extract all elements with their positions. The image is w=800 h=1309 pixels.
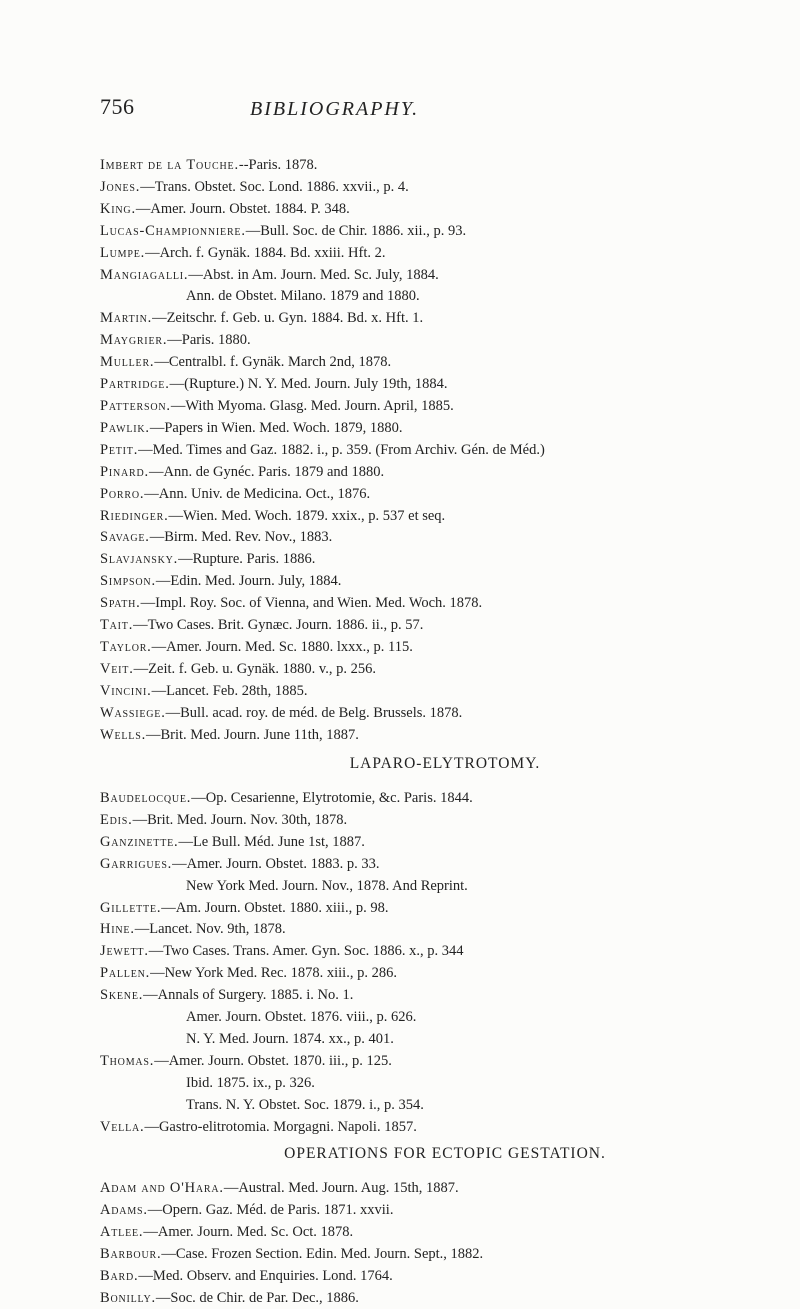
author-name: Mangiagalli. <box>100 266 189 283</box>
author-name: Adams. <box>100 1201 148 1218</box>
bibliography-entry <box>100 155 545 177</box>
citation-text: Opern. Gaz. Méd. de Paris. 1871. xxvii. <box>162 1201 394 1218</box>
separator: — <box>149 419 165 436</box>
author-name: Gillette. <box>100 899 162 916</box>
bibliography-entry <box>100 1288 483 1309</box>
separator: — <box>172 855 187 872</box>
author-name: Wassiege. <box>100 704 166 721</box>
bibliography-entry <box>100 725 545 747</box>
separator: — <box>144 485 159 502</box>
citation-text: Impl. Roy. Soc. of Vienna, and Wien. Med. Woch. 1878. <box>155 595 483 612</box>
citation-text: Le Bull. Méd. June 1st, 1887. <box>192 833 365 850</box>
bibliography-entry <box>100 1117 473 1139</box>
author-name: Partridge. <box>100 376 170 393</box>
bibliography-entry-continuation <box>100 1095 473 1117</box>
separator: — <box>145 244 160 261</box>
page-header <box>100 94 720 130</box>
bibliography-entry <box>100 1051 473 1073</box>
citation-text: Wien. Med. Woch. 1879. xxix., p. 537 et seq. <box>183 507 446 524</box>
author-name: Porro. <box>100 485 145 502</box>
bibliography-entry <box>100 506 545 528</box>
citation-text: Op. Cesarienne, Elytrotomie, &c. Paris. 1844. <box>205 790 473 806</box>
bibliography-entry <box>100 352 545 374</box>
author-name: Pinard. <box>100 463 149 480</box>
citation-text: Lancet. Feb. 28th, 1885. <box>166 682 308 699</box>
author-name: Jewett. <box>100 943 149 960</box>
citation-text: Amer. Journ. Med. Sc. 1880. lxxx., p. 115. <box>166 638 413 655</box>
citation-text: Austral. Med. Journ. Aug. 15th, 1887. <box>238 1180 459 1196</box>
author-name: Pallen. <box>100 965 151 982</box>
citation-text: Case. Frozen Section. Edin. Med. Journ. Sept., 1882. <box>175 1245 484 1262</box>
bibliography-entry <box>100 963 473 985</box>
bibliography-entry <box>100 549 545 571</box>
entry-list <box>100 1178 483 1309</box>
author-name: Vincini. <box>100 682 152 699</box>
separator: — <box>143 987 158 1004</box>
citation-text: Zeitschr. f. Geb. u. Gyn. 1884. Bd. x. Hft. 1. <box>166 310 424 327</box>
author-name: Baudelocque. <box>100 790 192 806</box>
citation-text: Soc. de Chir. de Par. Dec., 1886. <box>170 1289 359 1306</box>
citation-text: Am. Journ. Obstet. 1880. xiii., p. 98. <box>175 899 389 916</box>
author-name: Atlee. <box>100 1223 144 1240</box>
separator: — <box>150 965 165 982</box>
separator: — <box>148 943 164 960</box>
citation-text: Ann. de Gynéc. Paris. 1879 and 1880. <box>163 463 385 480</box>
author-name: Patterson. <box>100 397 171 414</box>
citation-text: Brit. Med. Journ. Nov. 30th, 1878. <box>147 811 348 828</box>
bibliography-entry <box>100 1178 483 1200</box>
separator: — <box>178 833 193 850</box>
bibliography-entry <box>100 941 473 963</box>
bibliography-entry <box>100 854 473 876</box>
bibliography-entry <box>100 396 545 418</box>
separator: — <box>148 463 164 480</box>
author-name: Skene. <box>100 987 144 1004</box>
separator: — <box>151 638 167 655</box>
author-name: Imbert de la Touche. <box>100 157 239 173</box>
citation-text: New York Med. Rec. 1878. xiii., p. 286. <box>164 965 397 982</box>
bibliography-entry <box>100 1222 483 1244</box>
author-name: Riedinger. <box>100 507 169 524</box>
separator: — <box>144 1118 159 1135</box>
bibliography-entry <box>100 199 545 221</box>
citation-text: Med. Times and Gaz. 1882. i., p. 359. (From Archiv. Gén. de Méd.) <box>152 441 545 458</box>
author-name: Muller. <box>100 354 155 371</box>
citation-text: Brit. Med. Journ. June 11th, 1887. <box>160 726 359 743</box>
bibliography-entry <box>100 418 545 440</box>
page-number: 756 <box>100 94 135 119</box>
citation-text: Rupture. Paris. 1886. <box>192 551 316 568</box>
citation-text: Ibid. 1875. ix., p. 326. <box>186 1074 315 1091</box>
bibliography-entry <box>100 374 545 396</box>
separator: — <box>170 397 186 414</box>
bibliography-entry <box>100 810 473 832</box>
bibliography-entry-continuation <box>100 1007 473 1029</box>
author-name: Lumpe. <box>100 244 146 261</box>
citation-text: Centralbl. f. Gynäk. March 2nd, 1878. <box>168 354 392 371</box>
bibliography-entry <box>100 1244 483 1266</box>
author-name: Simpson. <box>100 573 156 590</box>
citation-text: Trans. Obstet. Soc. Lond. 1886. xxvii., p. 4. <box>154 178 409 195</box>
author-name: Lucas-Championniere. <box>100 222 246 239</box>
bibliography-entry-continuation <box>100 1029 473 1051</box>
separator: — <box>138 1267 153 1284</box>
separator: — <box>149 529 165 546</box>
bibliography-entry <box>100 593 545 615</box>
citation-text: Amer. Journ. Obstet. 1884. P. 348. <box>150 200 350 217</box>
separator: — <box>165 704 181 721</box>
bibliography-entry <box>100 637 545 659</box>
bibliography-entry <box>100 832 473 854</box>
bibliography-entry <box>100 265 545 287</box>
separator: — <box>134 921 150 938</box>
bibliography-entry <box>100 243 545 265</box>
author-name: Veit. <box>100 660 134 677</box>
separator: — <box>191 790 206 806</box>
separator: — <box>168 507 184 524</box>
separator: — <box>167 332 182 349</box>
author-name: Adam and O'Hara. <box>100 1180 224 1196</box>
author-name: King. <box>100 200 136 217</box>
separator: — <box>133 617 148 634</box>
citation-text: Gastro-elitrotomia. Morgagni. Napoli. 1857. <box>158 1118 417 1135</box>
citation-text: Two Cases. Brit. Gynæc. Journ. 1886. ii., p. 57. <box>147 617 424 634</box>
citation-text: Lancet. Nov. 9th, 1878. <box>149 921 286 938</box>
citation-text: Amer. Journ. Obstet. 1876. viii., p. 626. <box>186 1009 417 1026</box>
bibliography-entry <box>100 919 473 941</box>
bibliography-entry <box>100 462 545 484</box>
bibliography-entry-continuation <box>100 1073 473 1095</box>
author-name: Wells. <box>100 726 146 743</box>
separator: -- <box>238 157 249 173</box>
citation-text: Amer. Journ. Obstet. 1883. p. 33. <box>186 855 380 872</box>
separator: — <box>151 682 167 699</box>
author-name: Garrigues. <box>100 855 173 872</box>
author-name: Taylor. <box>100 638 152 655</box>
author-name: Pawlik. <box>100 419 150 436</box>
author-name: Savage. <box>100 529 150 546</box>
bibliography-entry <box>100 898 473 920</box>
bibliography-entry <box>100 330 545 352</box>
section-title: OPERATIONS FOR ECTOPIC GESTATION. <box>284 1145 606 1162</box>
bibliography-entry <box>100 1200 483 1222</box>
bibliography-entry <box>100 788 473 810</box>
author-name: Slavjansky. <box>100 551 179 568</box>
bibliography-entry-continuation <box>100 876 473 898</box>
citation-text: Amer. Journ. Obstet. 1870. iii., p. 125. <box>168 1052 392 1069</box>
citation-text: Two Cases. Trans. Amer. Gyn. Soc. 1886. x., p. 344 <box>163 943 464 960</box>
citation-text: New York Med. Journ. Nov., 1878. And Reprint. <box>186 877 468 894</box>
separator: — <box>178 551 193 568</box>
author-name: Spath. <box>100 595 141 612</box>
separator: — <box>146 726 161 743</box>
separator: — <box>169 376 185 393</box>
separator: — <box>155 573 171 590</box>
bibliography-entry <box>100 177 545 199</box>
separator: — <box>140 595 156 612</box>
author-name: Tait. <box>100 617 134 634</box>
bibliography-entry <box>100 703 545 725</box>
author-name: Bard. <box>100 1267 139 1284</box>
section-title: LAPARO-ELYTROTOMY. <box>349 755 541 772</box>
citation-text: Bull. acad. roy. de méd. de Belg. Brussels. 1878. <box>180 704 463 721</box>
separator: — <box>155 1289 171 1306</box>
citation-text: With Myoma. Glasg. Med. Journ. April, 1885. <box>185 397 454 414</box>
separator: — <box>138 441 153 458</box>
citation-text: Ann. de Obstet. Milano. 1879 and 1880. <box>186 288 420 305</box>
author-name: Edis. <box>100 811 133 828</box>
separator: — <box>154 1052 169 1069</box>
separator: — <box>132 811 148 828</box>
citation-text: Paris. 1880. <box>181 332 251 349</box>
separator: — <box>154 354 169 371</box>
author-name: Maygrier. <box>100 332 168 349</box>
author-name: Bonilly. <box>100 1289 156 1306</box>
bibliography-entry <box>100 615 545 637</box>
author-name: Hine. <box>100 921 135 938</box>
bibliography-entry <box>100 681 545 703</box>
bibliography-entry <box>100 985 473 1007</box>
author-name: Barbour. <box>100 1245 162 1262</box>
separator: — <box>161 899 176 916</box>
running-title: BIBLIOGRAPHY. <box>250 98 420 120</box>
bibliography-entry <box>100 221 545 243</box>
citation-text: Abst. in Am. Journ. Med. Sc. July, 1884. <box>202 266 439 283</box>
bibliography-entry <box>100 527 545 549</box>
citation-text: Trans. N. Y. Obstet. Soc. 1879. i., p. 354. <box>186 1096 424 1113</box>
citation-text: Paris. 1878. <box>248 157 318 173</box>
citation-text: Papers in Wien. Med. Woch. 1879, 1880. <box>164 419 403 436</box>
separator: — <box>140 178 155 195</box>
citation-text: Edin. Med. Journ. July, 1884. <box>170 573 342 590</box>
entry-list <box>100 155 545 746</box>
citation-text: N. Y. Med. Journ. 1874. xx., p. 401. <box>186 1030 394 1047</box>
bibliography-entry <box>100 440 545 462</box>
separator: — <box>147 1201 163 1218</box>
bibliography-entry-continuation <box>100 286 545 308</box>
citation-text: Amer. Journ. Med. Sc. Oct. 1878. <box>157 1223 354 1240</box>
citation-text: (Rupture.) N. Y. Med. Journ. July 19th, 1884. <box>184 376 448 393</box>
citation-text: Bull. Soc. de Chir. 1886. xii., p. 93. <box>260 222 467 239</box>
citation-text: Annals of Surgery. 1885. i. No. 1. <box>157 987 354 1004</box>
separator: — <box>223 1180 239 1196</box>
bibliography-entry <box>100 308 545 330</box>
separator: — <box>143 1223 158 1240</box>
separator: — <box>161 1245 176 1262</box>
bibliography-entry <box>100 1266 483 1288</box>
citation-text: Ann. Univ. de Medicina. Oct., 1876. <box>158 485 371 502</box>
author-name: Thomas. <box>100 1052 155 1069</box>
separator: — <box>135 200 151 217</box>
entry-list <box>100 788 473 1139</box>
separator: — <box>188 266 203 283</box>
author-name: Ganzinette. <box>100 833 179 850</box>
bibliography-entry <box>100 484 545 506</box>
separator: — <box>152 310 167 327</box>
separator: — <box>133 660 149 677</box>
citation-text: Zeit. f. Geb. u. Gynäk. 1880. v., p. 256. <box>148 660 376 677</box>
author-name: Jones. <box>100 178 141 195</box>
author-name: Vella. <box>100 1118 145 1135</box>
author-name: Martin. <box>100 310 153 327</box>
citation-text: Birm. Med. Rev. Nov., 1883. <box>164 529 333 546</box>
citation-text: Med. Observ. and Enquiries. Lond. 1764. <box>152 1267 393 1284</box>
citation-text: Arch. f. Gynäk. 1884. Bd. xxiii. Hft. 2. <box>159 244 386 261</box>
separator: — <box>245 222 261 239</box>
author-name: Petit. <box>100 441 139 458</box>
bibliography-entry <box>100 571 545 593</box>
bibliography-entry <box>100 659 545 681</box>
